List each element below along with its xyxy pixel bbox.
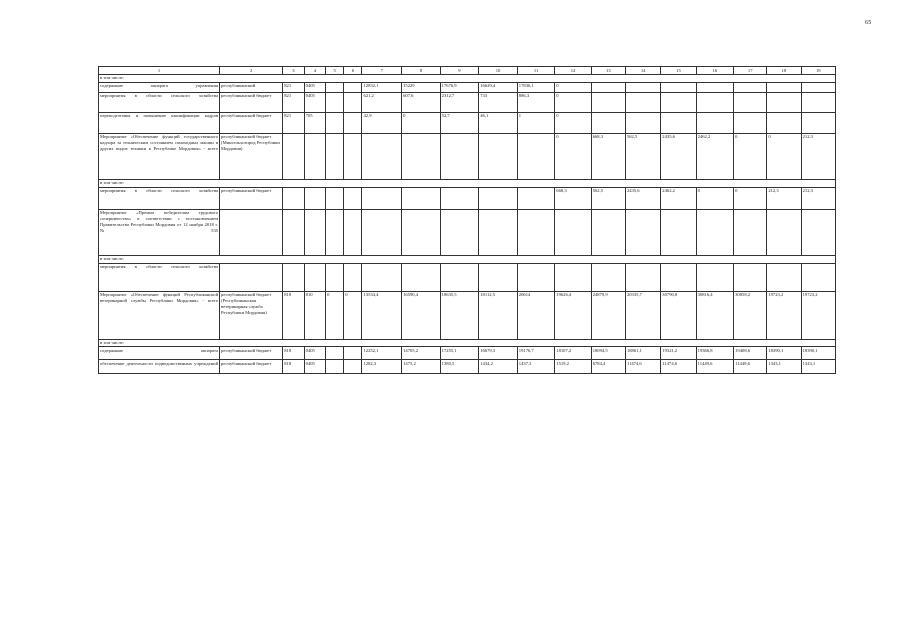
value-cell: 0 xyxy=(402,112,441,133)
column-number-cell: 17 xyxy=(734,67,767,75)
value-cell xyxy=(479,263,518,291)
subheader-row xyxy=(99,179,836,187)
value-cell xyxy=(734,209,767,255)
value-cell xyxy=(517,133,554,179)
value-cell: 562,5 xyxy=(591,187,625,209)
value-cell: 19626,4 xyxy=(555,291,591,339)
column-number-cell: 19 xyxy=(801,67,835,75)
value-cell: 17676,9 xyxy=(440,82,479,92)
budget-source-cell xyxy=(220,209,283,255)
column-number-cell: 15 xyxy=(661,67,696,75)
activity-name-cell: мероприятия в области сельского хозяйства xyxy=(99,92,220,112)
value-cell xyxy=(304,209,325,255)
budget-source-cell: республиканский бюджет xyxy=(220,360,283,374)
value-cell xyxy=(283,187,304,209)
value-cell: 0405 xyxy=(304,92,325,112)
value-cell xyxy=(344,360,362,374)
column-number-cell: 9 xyxy=(440,67,479,75)
value-cell: 1434,2 xyxy=(479,360,518,374)
value-cell xyxy=(402,263,441,291)
value-cell: 2435,6 xyxy=(625,187,660,209)
budget-source-cell: республиканский бюджет (Республиканская ветеринарная служба Республики Мордовия) xyxy=(220,291,283,339)
value-cell: 886,3 xyxy=(517,92,554,112)
value-cell xyxy=(517,209,554,255)
subheader-row xyxy=(99,339,836,347)
value-cell: 11474,6 xyxy=(661,360,696,374)
value-cell: 668,3 xyxy=(591,133,625,179)
value-cell: 18094,5 xyxy=(591,347,625,360)
value-cell xyxy=(767,82,801,92)
value-cell: 1437,3 xyxy=(517,360,554,374)
value-cell: 18390,1 xyxy=(767,347,801,360)
value-cell xyxy=(479,209,518,255)
value-cell: 12832,1 xyxy=(362,82,402,92)
value-cell: 0 xyxy=(555,112,591,133)
value-cell xyxy=(625,112,660,133)
value-cell: 11449,6 xyxy=(734,360,767,374)
value-cell: 0 xyxy=(555,82,591,92)
value-cell xyxy=(625,263,660,291)
budget-source-cell: республиканский бюджет (Минсельхозпрод Республики Мордовия) xyxy=(220,133,283,179)
value-cell xyxy=(344,187,362,209)
value-cell xyxy=(362,263,402,291)
value-cell xyxy=(696,92,733,112)
value-cell xyxy=(283,133,304,179)
value-cell: 0 xyxy=(555,92,591,112)
subheader-row xyxy=(99,74,836,82)
value-cell xyxy=(625,209,660,255)
value-cell xyxy=(344,112,362,133)
value-cell xyxy=(344,209,362,255)
value-cell: 0 xyxy=(734,133,767,179)
value-cell: 0 xyxy=(767,133,801,179)
value-cell: 0 xyxy=(326,291,344,339)
activity-name-cell: мероприятия в области сельского хозяйства xyxy=(99,263,220,291)
value-cell: 18112,5 xyxy=(479,291,518,339)
value-cell: 733 xyxy=(479,92,518,112)
budget-source-cell: республиканский бюджет xyxy=(220,112,283,133)
value-cell: 30790,8 xyxy=(661,291,696,339)
value-cell: 19321,2 xyxy=(661,347,696,360)
budget-source-cell: республиканский бюджет xyxy=(220,187,283,209)
value-cell: 821 xyxy=(283,112,304,133)
value-cell: 2462,2 xyxy=(661,187,696,209)
value-cell xyxy=(440,209,479,255)
column-number-cell: 13 xyxy=(591,67,625,75)
table-row xyxy=(99,187,836,209)
value-cell: 19408,6 xyxy=(734,347,767,360)
value-cell: 1282,3 xyxy=(362,360,402,374)
value-cell xyxy=(326,209,344,255)
subheader-label: в том числе: xyxy=(99,255,836,263)
value-cell: 821 xyxy=(283,92,304,112)
value-cell xyxy=(479,133,518,179)
subheader-label: в том числе: xyxy=(99,179,836,187)
value-cell xyxy=(625,92,660,112)
value-cell xyxy=(344,347,362,360)
value-cell xyxy=(517,263,554,291)
value-cell xyxy=(362,209,402,255)
value-cell: 0405 xyxy=(304,82,325,92)
value-cell: 705 xyxy=(304,112,325,133)
value-cell xyxy=(591,92,625,112)
value-cell: 19723,2 xyxy=(767,291,801,339)
value-cell xyxy=(767,263,801,291)
subheader-row xyxy=(99,255,836,263)
value-cell xyxy=(696,112,733,133)
value-cell: 11474,6 xyxy=(625,360,660,374)
value-cell xyxy=(734,82,767,92)
value-cell: 6784,4 xyxy=(591,360,625,374)
value-cell: 17255,1 xyxy=(440,347,479,360)
value-cell xyxy=(517,187,554,209)
table-row xyxy=(99,360,836,374)
value-cell xyxy=(344,263,362,291)
activity-name-cell: содержание аппарата xyxy=(99,347,220,360)
value-cell: 30816,4 xyxy=(696,291,733,339)
activity-name-cell: переподготовка и повышение квалификации кадров xyxy=(99,112,220,133)
value-cell xyxy=(326,187,344,209)
value-cell xyxy=(304,263,325,291)
value-cell: 818 xyxy=(283,347,304,360)
value-cell xyxy=(283,209,304,255)
value-cell xyxy=(326,360,344,374)
value-cell xyxy=(304,187,325,209)
budget-source-cell xyxy=(220,263,283,291)
table-row xyxy=(99,291,836,339)
value-cell xyxy=(591,263,625,291)
value-cell: 19176,7 xyxy=(517,347,554,360)
value-cell xyxy=(696,263,733,291)
column-number-cell: 10 xyxy=(479,67,518,75)
value-cell: 212,3 xyxy=(801,133,835,179)
value-cell: 2435,6 xyxy=(661,133,696,179)
value-cell xyxy=(734,92,767,112)
value-cell xyxy=(326,133,344,179)
value-cell: 1475,2 xyxy=(402,360,441,374)
activity-name-cell: мероприятия в области сельского хозяйства xyxy=(99,187,220,209)
value-cell: 821 xyxy=(283,82,304,92)
value-cell xyxy=(591,112,625,133)
column-number-cell: 18 xyxy=(767,67,801,75)
activity-name-cell: Мероприятие «Премии победителям трудового соперничества» в соответствии с постановлением Правительства Республики Мордовия от 12 ноября 2018 г. № 535 xyxy=(99,209,220,255)
value-cell xyxy=(801,92,835,112)
value-cell: 0 xyxy=(555,133,591,179)
table-row xyxy=(99,133,836,179)
value-cell xyxy=(362,133,402,179)
value-cell: 1519,2 xyxy=(555,360,591,374)
value-cell xyxy=(767,92,801,112)
value-cell xyxy=(326,92,344,112)
value-cell: 1343,1 xyxy=(801,360,835,374)
column-number-cell: 8 xyxy=(402,67,441,75)
value-cell: 18390,1 xyxy=(801,347,835,360)
value-cell: 18635,5 xyxy=(440,291,479,339)
value-cell xyxy=(555,209,591,255)
value-cell: 13534,4 xyxy=(362,291,402,339)
value-cell xyxy=(440,133,479,179)
budget-source-cell: республиканский бюджет xyxy=(220,347,283,360)
value-cell xyxy=(801,112,835,133)
table-row xyxy=(99,347,836,360)
value-cell xyxy=(555,263,591,291)
value-cell: 818 xyxy=(283,291,304,339)
value-cell: 0 xyxy=(696,187,733,209)
value-cell: 16629,4 xyxy=(479,82,518,92)
column-number-row xyxy=(99,67,836,75)
value-cell: 562,5 xyxy=(625,133,660,179)
value-cell: 12252,1 xyxy=(362,347,402,360)
subheader-label: в том числе: xyxy=(99,74,836,82)
value-cell xyxy=(479,187,518,209)
column-number-cell: 14 xyxy=(625,67,660,75)
value-cell: 30858,2 xyxy=(734,291,767,339)
value-cell xyxy=(440,263,479,291)
value-cell: 18107,2 xyxy=(555,347,591,360)
activity-name-cell: Мероприятие «Обеспечение функций Республиканской ветеринарной службы Республики Мордовия» - всего xyxy=(99,291,220,339)
value-cell xyxy=(767,112,801,133)
budget-table xyxy=(98,66,836,374)
value-cell xyxy=(801,209,835,255)
value-cell xyxy=(362,187,402,209)
table-row xyxy=(99,263,836,291)
value-cell xyxy=(402,209,441,255)
value-cell xyxy=(661,82,696,92)
value-cell: 212,3 xyxy=(767,187,801,209)
value-cell: 818 xyxy=(283,360,304,374)
value-cell xyxy=(344,92,362,112)
value-cell: 19366,8 xyxy=(696,347,733,360)
column-number-cell: 2 xyxy=(220,67,283,75)
value-cell: 1 xyxy=(517,112,554,133)
column-number-cell: 11 xyxy=(517,67,554,75)
value-cell xyxy=(402,187,441,209)
table-row xyxy=(99,82,836,92)
table-row xyxy=(99,209,836,255)
table-row xyxy=(99,112,836,133)
value-cell xyxy=(661,112,696,133)
column-number-cell: 6 xyxy=(344,67,362,75)
value-cell: 0405 xyxy=(304,360,325,374)
value-cell: 24879,9 xyxy=(591,291,625,339)
value-cell: 1343,1 xyxy=(767,360,801,374)
column-number-cell: 5 xyxy=(326,67,344,75)
column-number-cell: 4 xyxy=(304,67,325,75)
value-cell xyxy=(326,347,344,360)
value-cell: 2462,2 xyxy=(696,133,733,179)
value-cell xyxy=(734,112,767,133)
value-cell xyxy=(402,133,441,179)
value-cell: 14705,2 xyxy=(402,347,441,360)
value-cell: 1380,5 xyxy=(440,360,479,374)
value-cell xyxy=(801,82,835,92)
column-number-cell: 12 xyxy=(555,67,591,75)
value-cell: 16590,4 xyxy=(402,291,441,339)
value-cell xyxy=(326,82,344,92)
table-row xyxy=(99,92,836,112)
activity-name-cell: содержание аппарата управления xyxy=(99,82,220,92)
value-cell xyxy=(304,133,325,179)
value-cell: 52,7 xyxy=(440,112,479,133)
column-number-cell: 16 xyxy=(696,67,733,75)
value-cell: 0 xyxy=(344,291,362,339)
value-cell xyxy=(326,263,344,291)
value-cell xyxy=(767,209,801,255)
value-cell: 19723,2 xyxy=(801,291,835,339)
value-cell: 2312,7 xyxy=(440,92,479,112)
value-cell: 46,1 xyxy=(479,112,518,133)
value-cell xyxy=(591,209,625,255)
column-number-cell: 1 xyxy=(99,67,220,75)
value-cell xyxy=(625,82,660,92)
value-cell xyxy=(440,187,479,209)
value-cell: 11449,6 xyxy=(696,360,733,374)
activity-name-cell: обеспечение деятельности подведомственных учреждений xyxy=(99,360,220,374)
value-cell xyxy=(283,263,304,291)
value-cell: 668,3 xyxy=(555,187,591,209)
value-cell xyxy=(326,112,344,133)
budget-source-cell: республиканский бюджет xyxy=(220,92,283,112)
value-cell: 810 xyxy=(304,291,325,339)
value-cell xyxy=(661,209,696,255)
value-cell: 212,3 xyxy=(801,187,835,209)
value-cell: 17836,1 xyxy=(517,82,554,92)
value-cell: 15229 xyxy=(402,82,441,92)
value-cell: 18861,1 xyxy=(625,347,660,360)
value-cell: 0405 xyxy=(304,347,325,360)
budget-source-cell: республиканский xyxy=(220,82,283,92)
value-cell xyxy=(344,133,362,179)
value-cell: 42,9 xyxy=(362,112,402,133)
value-cell xyxy=(591,82,625,92)
column-number-cell: 3 xyxy=(283,67,304,75)
column-number-cell: 7 xyxy=(362,67,402,75)
budget-table-body xyxy=(99,67,836,374)
value-cell xyxy=(661,92,696,112)
value-cell: 0 xyxy=(734,187,767,209)
activity-name-cell: Мероприятие «Обеспечение функций государственного надзора за техническим состоянием самоходных машин и других видов техники в Республике Мордовия» - всего xyxy=(99,133,220,179)
value-cell xyxy=(344,82,362,92)
value-cell xyxy=(696,209,733,255)
value-cell: 621,2 xyxy=(362,92,402,112)
value-cell xyxy=(661,263,696,291)
value-cell: 16679,3 xyxy=(479,347,518,360)
value-cell: 20335,7 xyxy=(625,291,660,339)
value-cell: 20614 xyxy=(517,291,554,339)
page-number: 65 xyxy=(865,20,872,26)
value-cell xyxy=(696,82,733,92)
value-cell xyxy=(734,263,767,291)
value-cell: 607,6 xyxy=(402,92,441,112)
subheader-label: в том числе: xyxy=(99,339,836,347)
value-cell xyxy=(801,263,835,291)
